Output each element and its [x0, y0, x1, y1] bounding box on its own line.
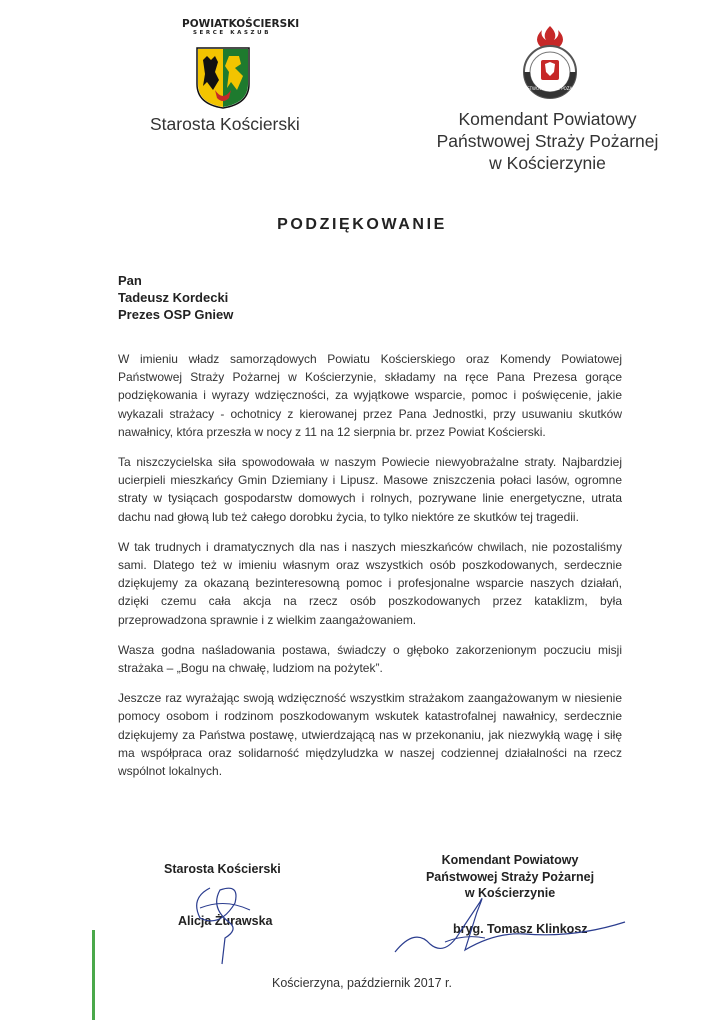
signature-role-line: w Kościerzynie [464, 886, 556, 900]
county-logo-main: POWIATKOŚCIERSKI [182, 18, 300, 30]
addressee-position: Prezes OSP Gniew [118, 307, 234, 322]
county-logo-text [182, 18, 300, 37]
letter-body [118, 350, 622, 792]
body-paragraph: W tak trudnych i dramatycznych dla nas i naszych mieszkańców chwilach, nie pozostaliśmy sami. Dlatego też w imieniu własnym oraz wszystkich osób poszkodowanych, serdecznie dziękujemy za okazaną bezinteresowną pomoc i profesjonalne wsparcie naszych działań, dzięki czemu cała akcja na rzecz osób poszkodowanych przez kataklizm, była przeprowadzona sprawnie i z wielkim zaangażowaniem. [118, 539, 622, 627]
header-komendant-line: w Kościerzynie [489, 153, 606, 173]
body-paragraph: W imieniu władz samorządowych Powiatu Kościerskiego oraz Komendy Powiatowej Państwowej Straży Pożarnej w Kościerzynie, składamy na ręce Pana Prezesa gorące podziękowania i wyrazy wdzięczności, za wyjątkowe wsparcie, pomoc i poświęcenie, jakie wykazali strażacy - ochotnicy z kierowanej przez Pana Jednostki, przy usuwaniu skutków nawałnicy, która przeszła w nocy z 11 na 12 sierpnia br. przez Powiat Kościerski. [118, 352, 622, 439]
coat-of-arms-icon [195, 46, 251, 110]
signature-block-komendant [385, 852, 675, 962]
header-starosta-title: Starosta Kościerski [150, 114, 300, 134]
margin-line [92, 930, 95, 1020]
document-title: PODZIĘKOWANIE [277, 216, 447, 233]
header-komendant-line: Państwowej Straży Pożarnej [436, 131, 659, 151]
body-paragraph: Jeszcze raz wyrażając swoją wdzięczność wszystkim strażakom zaangażowanym w niesienie pomocy osobom i rodzinom poszkodowanym wskutek katastrofalnej nawałnicy, serdecznie dziękujemy za Państwa postawę, utwierdzającą nas w przekonaniu, jak niezwykłą wagę i siłę ma współpraca oraz solidarność międzyludzka w naszej codziennej działalności na rzecz wspólnot lokalnych. [118, 691, 622, 779]
addressee-salutation: Pan [118, 273, 142, 288]
header-komendant-title [420, 108, 675, 174]
body-paragraph: Ta niszczycielska siła spowodowała w naszym Powiecie niewyobrażalne straty. Najbardziej ucierpieli mieszkańcy Gmin Dziemiany i Lipusz. Masowe zniszczenia połaci lasów, ogromne straty w tysiącach gospodarstw domowych i rolnych, pozrywane linie energetyczne, utrata dachu nad głową lub też całego dorobku życia, to tylko niektóre ze skutków tej tragedii. [118, 455, 622, 524]
signature-role: Starosta Kościerski [164, 862, 281, 876]
county-logo-sub: SERCE KASZUB [193, 30, 271, 36]
body-paragraph: Wasza godna naśladowania postawa, świadczy o głęboko zakorzenionym poczuciu misji strażaka – „Bogu na chwałę, ludziom na pożytek”. [118, 642, 622, 676]
signature-name: bryg. Tomasz Klinkosz [453, 922, 588, 936]
signature-name: Alicja Żurawska [178, 914, 273, 928]
handwritten-signature-icon [180, 868, 270, 968]
signature-block-starosta [150, 858, 310, 968]
signature-role-line: Państwowej Straży Pożarnej [425, 869, 595, 884]
signature-role-line: Komendant Powiatowy [441, 853, 579, 867]
fire-service-emblem-icon [510, 22, 590, 102]
handwritten-signature-icon [385, 872, 635, 962]
addressee-name: Tadeusz Kordecki [118, 290, 229, 305]
addressee-block [118, 272, 233, 323]
header-komendant-line: Komendant Powiatowy [458, 109, 637, 129]
emblem-text: PAŃSTWOWA STRAŻ POŻARNA [519, 86, 581, 91]
place-and-date: Kościerzyna, październik 2017 r. [272, 976, 452, 990]
